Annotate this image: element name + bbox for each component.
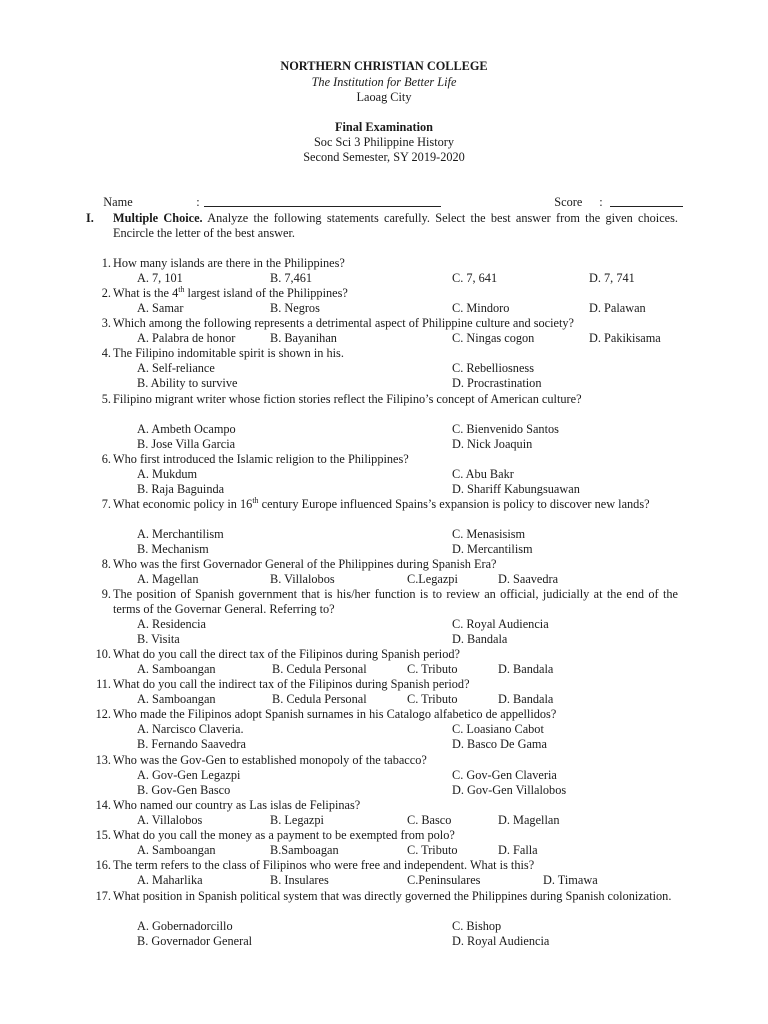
name-label: Name <box>103 195 133 209</box>
question-text: Which among the following represents a detrimental aspect of Philippine culture and society? <box>113 316 574 330</box>
question-number: 4. <box>101 346 111 360</box>
question-text: Who was the Gov-Gen to established monopoly of the tabacco? <box>113 753 427 767</box>
question-number: 11. <box>96 677 111 691</box>
question-number: 2. <box>101 286 111 300</box>
question-number: 7. <box>101 497 111 511</box>
answer-choice[interactable]: B.Samboagan <box>270 843 339 857</box>
answer-choice[interactable]: D. Pakikisama <box>589 331 661 345</box>
answer-choice[interactable]: C. Menasisism <box>452 527 526 541</box>
answer-choice[interactable]: C. Bienvenido Santos <box>452 422 559 436</box>
school-motto: The Institution for Better Life <box>311 75 457 89</box>
section-instructions <box>113 211 678 241</box>
answer-choice[interactable]: D. Bandala <box>498 662 554 676</box>
question-number: 10. <box>95 647 111 661</box>
answer-choice[interactable]: A. Self-reliance <box>137 361 215 375</box>
answer-choice[interactable]: D. Procrastination <box>452 376 542 390</box>
question-number: 13. <box>95 753 111 767</box>
answer-choice[interactable]: D. Basco De Gama <box>452 737 547 751</box>
score-field[interactable] <box>610 195 683 207</box>
question-text: What position in Spanish political system that was directly governed the Philippines during Spanish colonization. <box>113 889 672 903</box>
question-text: How many islands are there in the Philippines? <box>113 256 345 270</box>
answer-choice[interactable]: D. Bandala <box>452 632 508 646</box>
question-text: What is the 4th largest island of the Philippines? <box>113 284 348 300</box>
question-text: Filipino migrant writer whose fiction stories reflect the Filipino’s concept of American culture? <box>113 392 582 406</box>
question-number: 8. <box>101 557 111 571</box>
answer-choice[interactable]: A. Merchantilism <box>137 527 224 541</box>
answer-choice[interactable]: D. Palawan <box>589 301 646 315</box>
question-text: The term refers to the class of Filipinos who were free and independent. What is this? <box>113 858 535 872</box>
answer-choice[interactable]: A. Maharlika <box>137 873 203 887</box>
answer-choice[interactable]: A. Magellan <box>137 572 199 586</box>
question-number: 9. <box>101 587 111 601</box>
answer-choice[interactable]: C.Peninsulares <box>407 873 481 887</box>
section-instructions-text: Analyze the following statements carefully. Select the best answer from the given choices. Encircle the letter of the best answer. <box>113 211 679 240</box>
answer-choice[interactable]: C. Tributo <box>407 662 458 676</box>
answer-choice[interactable]: C. Ningas cogon <box>452 331 535 345</box>
question-number: 5. <box>101 392 111 406</box>
answer-choice[interactable]: A. Gobernadorcillo <box>137 919 233 933</box>
question-text: Who made the Filipinos adopt Spanish surnames in his Catalogo alfabetico de appellidos? <box>113 707 557 721</box>
answer-choice[interactable]: A. Samboangan <box>137 843 216 857</box>
answer-choice[interactable]: A. Residencia <box>137 617 206 631</box>
answer-choice[interactable]: D. Saavedra <box>498 572 559 586</box>
question-number: 6. <box>101 452 111 466</box>
answer-choice[interactable]: D. 7, 741 <box>589 271 635 285</box>
answer-choice[interactable]: B. Jose Villa Garcia <box>137 437 236 451</box>
answer-choice[interactable]: A. Ambeth Ocampo <box>137 422 236 436</box>
answer-choice[interactable]: D. Nick Joaquin <box>452 437 533 451</box>
school-name: NORTHERN CHRISTIAN COLLEGE <box>280 59 488 73</box>
course-title: Soc Sci 3 Philippine History <box>313 135 455 149</box>
question-number: 3. <box>101 316 111 330</box>
answer-choice[interactable]: C. Basco <box>407 813 452 827</box>
answer-choice[interactable]: A. Samboangan <box>137 662 216 676</box>
question-number: 1. <box>101 256 111 270</box>
question-number: 12. <box>95 707 111 721</box>
question-text: The position of Spanish government that is his/her function is to review an official, judicially at the end of the terms of the Governar General. Referring to? <box>113 587 678 616</box>
question-number: 16. <box>95 858 111 872</box>
section-title: Multiple Choice. <box>113 211 203 225</box>
answer-choice[interactable]: C. Tributo <box>407 843 458 857</box>
question-text: Who named our country as Las islas de Felipinas? <box>113 798 361 812</box>
answer-choice[interactable]: C. Gov-Gen Claveria <box>452 768 557 782</box>
answer-choice[interactable]: A. Gov-Gen Legazpi <box>137 768 241 782</box>
answer-choice[interactable]: B. Villalobos <box>270 572 335 586</box>
answer-choice[interactable]: C. Rebelliosness <box>452 361 534 375</box>
score-colon: : <box>599 195 603 209</box>
answer-choice[interactable]: B. Bayanihan <box>270 331 337 345</box>
answer-choice[interactable]: D. Shariff Kabungsuawan <box>452 482 580 496</box>
answer-choice[interactable]: C. Loasiano Cabot <box>452 722 544 736</box>
section-number: I. <box>86 211 94 225</box>
answer-choice[interactable]: C. Royal Audiencia <box>452 617 549 631</box>
question-number: 17. <box>95 889 111 903</box>
question-text: The Filipino indomitable spirit is shown in his. <box>113 346 344 360</box>
answer-choice[interactable]: B. Ability to survive <box>137 376 238 390</box>
answer-choice[interactable]: B. Legazpi <box>270 813 324 827</box>
question-text: What do you call the money as a payment to be exempted from polo? <box>113 828 455 842</box>
answer-choice[interactable]: D. Bandala <box>498 692 554 706</box>
score-label: Score <box>554 195 583 209</box>
answer-choice[interactable]: B. Gov-Gen Basco <box>137 783 231 797</box>
question-text: What do you call the direct tax of the Filipinos during Spanish period? <box>113 647 460 661</box>
answer-choice[interactable]: C. Mindoro <box>452 301 510 315</box>
exam-title: Final Examination <box>334 120 434 134</box>
answer-choice[interactable]: C. Tributo <box>407 692 458 706</box>
answer-choice[interactable]: B. Cedula Personal <box>272 692 367 706</box>
question-number: 14. <box>95 798 111 812</box>
question-text: Who was the first Governador General of the Philippines during Spanish Era? <box>113 557 497 571</box>
answer-choice[interactable]: A. Villalobos <box>137 813 203 827</box>
answer-choice[interactable]: A. Samboangan <box>137 692 216 706</box>
answer-choice[interactable]: B. Fernando Saavedra <box>137 737 246 751</box>
answer-choice[interactable]: B. Raja Baguinda <box>137 482 225 496</box>
answer-choice[interactable]: A. Narcisco Claveria. <box>137 722 244 736</box>
answer-choice[interactable]: D. Mercantilism <box>452 542 533 556</box>
answer-choice[interactable]: B. Mechanism <box>137 542 209 556</box>
answer-choice[interactable]: D. Timawa <box>543 873 598 887</box>
question-number: 15. <box>95 828 111 842</box>
question-text: Who first introduced the Islamic religion to the Philippines? <box>113 452 409 466</box>
answer-choice[interactable]: D. Magellan <box>498 813 560 827</box>
answer-choice[interactable]: A. Mukdum <box>137 467 198 481</box>
answer-choice[interactable]: A. Palabra de honor <box>137 331 236 345</box>
semester-term: Second Semester, SY 2019-2020 <box>303 150 465 164</box>
school-city: Laoag City <box>356 90 412 104</box>
answer-choice[interactable]: D. Royal Audiencia <box>452 934 550 948</box>
answer-choice[interactable]: A. 7, 101 <box>137 271 183 285</box>
answer-choice[interactable]: C.Legazpi <box>407 572 458 586</box>
answer-choice[interactable]: B. Negros <box>270 301 320 315</box>
answer-choice[interactable]: D. Gov-Gen Villalobos <box>452 783 567 797</box>
question-text: What do you call the indirect tax of the Filipinos during Spanish period? <box>113 677 470 691</box>
answer-choice[interactable]: A. Samar <box>137 301 184 315</box>
answer-choice[interactable]: C. 7, 641 <box>452 271 498 285</box>
question-text: What economic policy in 16th century Europe influenced Spains’s expansion is policy to discover new lands? <box>113 495 650 511</box>
answer-choice[interactable]: D. Falla <box>498 843 538 857</box>
name-colon: : <box>196 195 200 209</box>
answer-choice[interactable]: B. Visita <box>137 632 180 646</box>
answer-choice[interactable]: C. Bishop <box>452 919 502 933</box>
answer-choice[interactable]: B. 7,461 <box>270 271 313 285</box>
answer-choice[interactable]: B. Cedula Personal <box>272 662 367 676</box>
name-field[interactable] <box>204 195 441 207</box>
answer-choice[interactable]: B. Insulares <box>270 873 329 887</box>
answer-choice[interactable]: B. Governador General <box>137 934 253 948</box>
answer-choice[interactable]: C. Abu Bakr <box>452 467 514 481</box>
